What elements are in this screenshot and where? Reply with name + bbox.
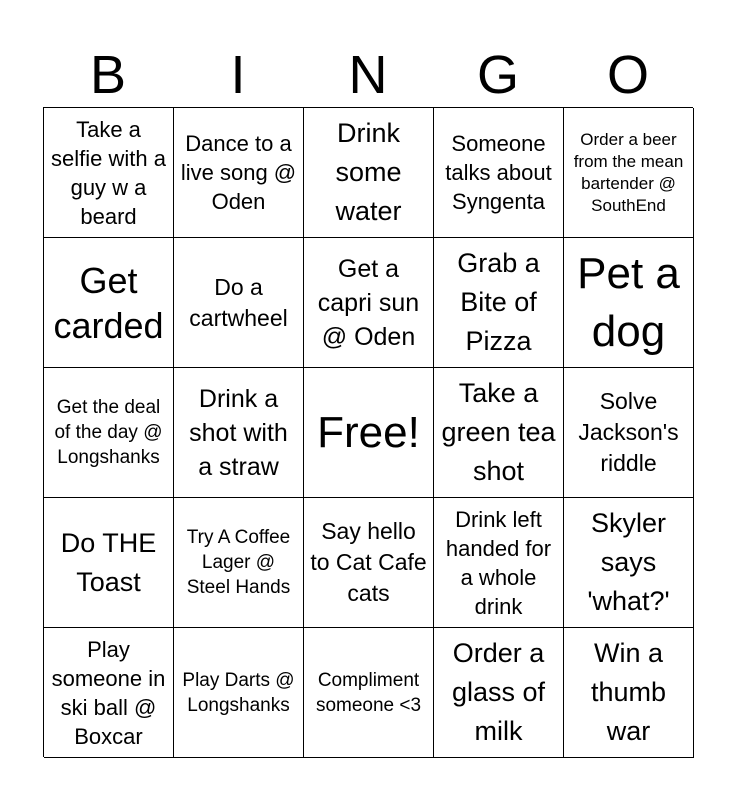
cell-text: Dance to a live song @ Oden xyxy=(180,131,297,214)
cell-text: Play someone in ski ball @ Boxcar xyxy=(51,636,166,749)
bingo-cell[interactable] xyxy=(44,368,174,498)
bingo-cell[interactable] xyxy=(304,498,434,628)
cell-text: Do a cartwheel xyxy=(189,273,288,331)
bingo-cell[interactable] xyxy=(304,238,434,368)
bingo-cell[interactable] xyxy=(174,628,304,758)
bingo-cell[interactable] xyxy=(564,628,694,758)
bingo-cell[interactable] xyxy=(434,108,564,238)
bingo-cell[interactable] xyxy=(564,108,694,238)
bingo-cell[interactable] xyxy=(44,498,174,628)
header-letter-b: B xyxy=(89,45,127,105)
cell-text: Try A Coffee Lager @ Steel Hands xyxy=(186,527,291,598)
cell-text: Grab a Bite of Pizza xyxy=(457,248,540,356)
cell-text: Pet a dog xyxy=(577,248,680,356)
bingo-cell[interactable] xyxy=(564,238,694,368)
bingo-cell[interactable] xyxy=(434,628,564,758)
cell-text: Order a glass of milk xyxy=(451,638,546,746)
bingo-cell[interactable] xyxy=(434,368,564,498)
bingo-cell[interactable] xyxy=(174,108,304,238)
bingo-cell[interactable] xyxy=(434,238,564,368)
bingo-cell[interactable] xyxy=(174,498,304,628)
header-letter-g: G xyxy=(476,45,519,105)
bingo-cell[interactable] xyxy=(564,368,694,498)
cell-text: Take a green tea shot xyxy=(441,378,556,486)
bingo-cell-free[interactable] xyxy=(304,368,434,498)
cell-text: Play Darts @ Longshanks xyxy=(182,669,295,716)
bingo-cell[interactable] xyxy=(304,108,434,238)
bingo-cell[interactable] xyxy=(564,498,694,628)
header-letter-i: I xyxy=(230,45,246,105)
bingo-cell[interactable] xyxy=(174,238,304,368)
cell-text: Get the deal of the day @ Longshanks xyxy=(54,397,163,468)
bingo-cell[interactable] xyxy=(44,628,174,758)
bingo-cell[interactable] xyxy=(304,628,434,758)
cell-text: Drink a shot with a straw xyxy=(189,384,288,481)
bingo-cell[interactable] xyxy=(434,498,564,628)
cell-text: Do THE Toast xyxy=(60,527,157,597)
header-letter-o: O xyxy=(606,45,649,105)
cell-text: Say hello to Cat Cafe cats xyxy=(310,518,427,606)
header-letter-n: N xyxy=(348,45,388,105)
bingo-cell[interactable] xyxy=(174,368,304,498)
cell-text: Win a thumb war xyxy=(590,638,667,746)
cell-text: Get carded xyxy=(53,259,164,346)
cell-text: Drink some water xyxy=(335,118,402,226)
cell-text: Solve Jackson's riddle xyxy=(578,388,679,476)
cell-text: Free! xyxy=(317,407,420,457)
cell-text: Get a capri sun @ Oden xyxy=(317,254,420,351)
cell-text: Take a selfie with a guy w a beard xyxy=(51,116,166,229)
cell-text: Drink left handed for a whole drink xyxy=(445,506,552,619)
cell-text: Order a beer from the mean bartender @ SouthEnd xyxy=(573,129,684,215)
bingo-cell[interactable] xyxy=(44,238,174,368)
cell-text: Compliment someone <3 xyxy=(315,669,422,716)
bingo-card xyxy=(43,107,693,757)
cell-text: Skyler says 'what?' xyxy=(587,508,670,616)
bingo-cell[interactable] xyxy=(44,108,174,238)
cell-text: Someone talks about Syngenta xyxy=(445,131,552,214)
bingo-header xyxy=(43,44,693,106)
